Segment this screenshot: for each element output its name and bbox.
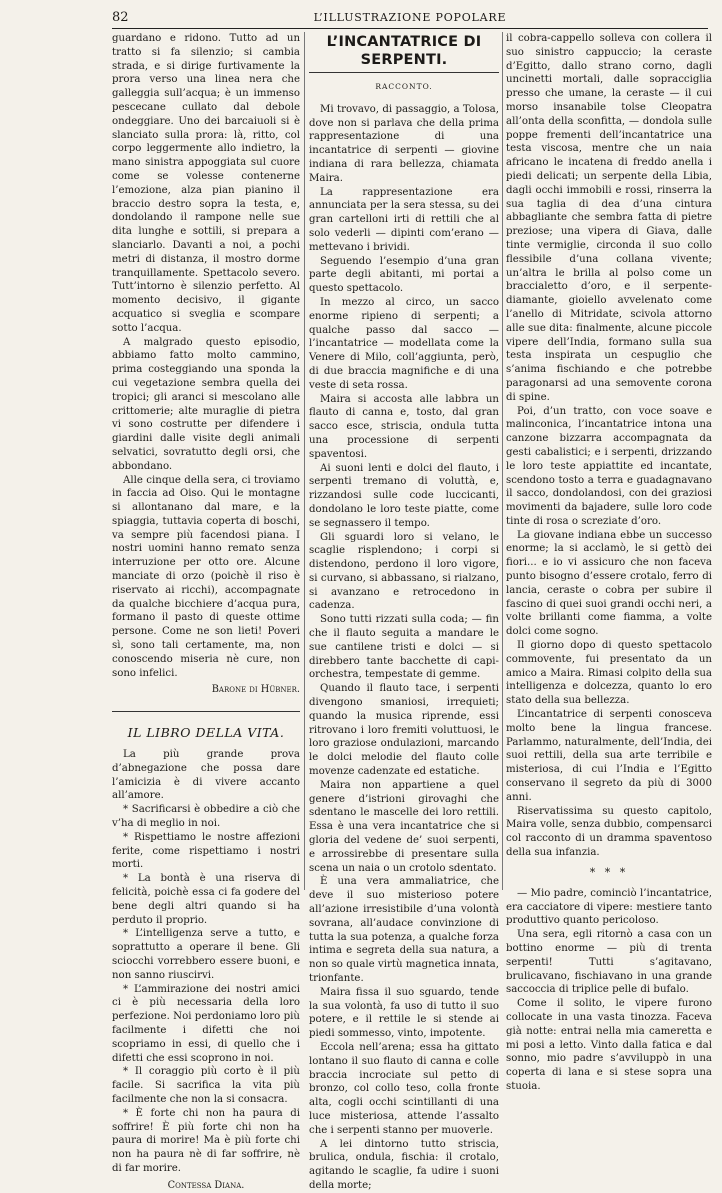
story-paragraph: guardano e ridono. Tutto ad un tratto si fa silenzio; si cambia strada, e si dirige furtivamente la prora verso una linea nera che galleggia sull’acqua; è un immenso pescecane cullato dal debole ondeggiare. Uno dei barcaiuoli si è slanciato sulla prora: là, ritto, col corpo leggermente allo indietro, la mano sinistra appoggiata sul cuore come se volesse contenerne l’emozione, alza pian pianino il braccio destro sopra la testa, e, dondolando il rampone nelle sue dita lunghe e sottili, si prepara a slanciarlo. Davanti a noi, a pochi metri di distanza, il mostro dorme tranquillamente. Spettacolo severo. Tutt’intorno è silenzio perfetto. Al momento decisivo, il gigante acquatico si sveglia e scompare sotto l’acqua.: [112, 33, 300, 334]
maxim: * La bontà è una riserva di felicità, poichè essa ci fa godere del bene degli altri quando si ha perduto il proprio.: [112, 873, 300, 926]
story-paragraph: Seguendo l’esempio d’una gran parte degli abitanti, mi portai a questo spettacolo.: [309, 255, 499, 295]
story-paragraph: A lei dintorno tutto striscia, brulica, ondula, fischia: il crotalo, agitando le scaglie, fa udire i suoni della morte;: [309, 1138, 499, 1191]
maxims-signature: Contessa Diana.: [167, 1179, 245, 1191]
story-paragraph: Quando il flauto tace, i serpenti divengono smaniosi, irrequieti; quando la musica riprende, essi ritrovano i loro fremiti voluttuosi, le loro graziose ondulazioni, marcando le dolci melodie del flauto colle movenze cadenzate ed estatiche.: [309, 683, 499, 778]
story-paragraph: Gli sguardi loro si velano, le scaglie risplendono; i corpi si distendono, perdono il loro vigore, si curvano, si abbassano, si rialzano, si avanzano e retrocedono in cadenza.: [309, 531, 499, 612]
maxim: * È forte chi non ha paura di soffrire! È più forte chi non ha paura di morire! Ma è più forte chi non ha paura nè di far soffrire, nè di far morire.: [112, 1107, 300, 1174]
story-paragraph: Riservatissima su questo capitolo, Maira volle, senza dubbio, compensarci col racconto di un dramma spaventoso della sua infanzia.: [506, 805, 712, 859]
section-title: IL LIBRO DELLA VITA.: [127, 725, 285, 741]
column-left: [112, 32, 300, 1191]
story-paragraph: Maira non appartiene a quel genere d’istrioni girovaghi che sdentano le mascelle dei loro rettili. Essa è una vera incantatrice che si gloria del vedene de’ suoi serpenti, e arrossirebbe di presentare sulla scena un naia o un crotolo sdentato.: [309, 779, 499, 874]
story-paragraph: il cobra-cappello solleva con collera il suo sinistro cappuccio; la ceraste d’Egitto, dallo strano corno, dagli uncinetti mortali, dalle sopracciglia presso che umane, la ceraste — il cui morso insanabile tolse Cleopatra all’onta della sconfitta, — dondola sulle poppe frementi dell’incantatrice una testa viscosa, mentre che un naia africano le incatena di freddo anella i piedi delicati; un serpente della Libia, dagli occhi immobili e rossi, rinserra la sua taglia di dea d’una cintura abbagliante che sembra fatta di pietre preziose; una vipera di Giava, dalle tinte vermiglie, circonda il suo collo flessibile d’una collana vivente; un’altra le brilla al polso come un braccialetto d’oro, e il serpente-diamante, gioiello avvelenato come l’anello di Mitridate, scivola attorno alle sue dita: finalmente, alcune piccole vipere dell’India, formano sulla sua testa inspirata un cespuglio che s’anima fischiando e che potrebbe paragonarsi ad una semovente corona di spine.: [506, 33, 712, 403]
maxim: * Sacrificarsi è obbedire a ciò che v’ha di meglio in noi.: [112, 804, 300, 830]
story-paragraph: A malgrado questo episodio, abbiamo fatto molto cammino, prima costeggiando una sponda la cui vegetazione sembra quella dei tropici; gli aranci si mescolano alle crittomerie; alte muraglie di pietra vi sono costrutte per difendere i giardini dalle visite degli animali selvatici, sovratutto degli orsi, che abbondano.: [112, 336, 300, 472]
maxim: * L’ammirazione dei nostri amici ci è più necessaria della loro perfezione. Noi perdoniamo loro più facilmente i difetti che noi scopriamo in essi, di quello che i difetti che essi scoprono in noi.: [112, 983, 300, 1064]
section-divider: [112, 711, 300, 712]
story-paragraph: Ai suoni lenti e dolci del flauto, i serpenti tremano di voluttà, e, rizzandosi sulle code luccicanti, dondolano le loro teste piatte, come se segnassero il tempo.: [309, 462, 499, 529]
column-rule: [304, 32, 305, 890]
story-paragraph: L’incantatrice di serpenti conosceva molto bene la lingua francese. Parlammo, naturalmente, dell’India, dei suoi rettili, della sua arte terribile e misteriosa, di cui l’India e l’Egitto conservano il segreto da più di 3000 anni.: [506, 709, 712, 803]
story-paragraph: Come il solito, le vipere furono collocate in una vasta tinozza. Faceva già notte: entrai nella mia cameretta e mi posi a letto. Vinto dalla fatica e dal sonno, mio padre s’avviluppò in una coperta di lana e si stese sopra una stuoia.: [506, 998, 712, 1092]
story-paragraph: — Mio padre, cominciò l’incantatrice, era cacciatore di vipere: mestiere tanto produttivo quanto pericoloso.: [506, 887, 712, 927]
story-signature: Barone di Hübner.: [211, 684, 300, 696]
story-paragraph: Sono tutti rizzati sulla coda; — fin che il flauto seguita a mandare le sue cantilene tristi e dolci — si direbbero tante bacchette di capi-orchestra, tempestate di gemme.: [309, 614, 499, 681]
publication-title: L’ILLUSTRAZIONE POPOLARE: [313, 11, 507, 24]
story-paragraph: Una sera, egli ritornò a casa con un bottino enorme — più di trenta serpenti! Tutti s’agitavano, brulicavano, fischiavano in una grande saccoccia di triplice pelle di bufalo.: [506, 929, 712, 996]
story-paragraph: Alle cinque della sera, ci troviamo in faccia ad Oiso. Qui le montagne si allontanano dal mare, e la spiaggia, tuttavia coperta di boschi, va sempre più facendosi piana. I nostri uomini hanno remato senza interruzione per otto ore. Alcune manciate di orzo (poichè il riso è riservato ai ricchi), accompagnate da qualche bicchiere d’acqua pura, formano il pasto di queste ottime persone. Come ne son lieti! Poveri sì, sono tali certamente, ma, non conoscendo miseria nè cure, non sono infelici.: [112, 474, 300, 679]
story-title: L’INCANTATRICE DI SERPENTI.: [326, 34, 482, 68]
story-subtitle: RACCONTO.: [375, 82, 433, 91]
page-header: [112, 8, 708, 29]
story-paragraph: È una vera ammaliatrice, che deve il suo misterioso potere all’azione irresistibile d’una volontà sovrana, all’audace convinzione di tutta la sua potenza, a qualche forza intima e segreta della sua natura, a non so quale virtù magnetica innata, trionfante.: [309, 876, 499, 984]
maxim: La più grande prova d’abnegazione che possa dare l’amicizia è di vivere accanto all’amore.: [112, 749, 300, 802]
title-rule: [309, 72, 499, 73]
story-paragraph: Poi, d’un tratto, con voce soave e malinconica, l’incantatrice intona una canzone bizzarra accompagnata da gesti cabalistici; e i serpenti, drizzando le loro teste appiattite ed incantate, scendono tosto a terra e guadagnavano il sacco, dondolandosi, con dei graziosi movimenti da bajadere, sulle loro code tinte di rosa o screziate d’oro.: [506, 405, 712, 527]
story-paragraph: Maira si accosta alle labbra un flauto di canna e, tosto, dal gran sacco esce, striscia, ondula tutta una processione di serpenti spaventosi.: [309, 393, 499, 460]
column-right: [506, 32, 712, 1092]
maxim: * L’intelligenza serve a tutto, e soprattutto a operare il bene. Gli sciocchi vorrebbero essere buoni, e non sanno riuscirvi.: [112, 928, 300, 981]
story-paragraph: In mezzo al circo, un sacco enorme ripieno di serpenti; a qualche passo dal sacco — l’incantatrice — modellata come la Venere di Milo, coll’aggiunta, però, di due braccia magnifiche e di una veste di seta rossa.: [309, 296, 499, 391]
story-paragraph: La rappresentazione era annunciata per la sera stessa, su dei gran cartelloni irti di rettili che al solo vederli — dipinti com’erano — mettevano i brividi.: [309, 186, 499, 253]
column-middle: [309, 32, 499, 1191]
asterism: * * *: [589, 865, 629, 879]
story-paragraph: Maira fissa il suo sguardo, tende la sua volontà, fa uso di tutto il suo potere, e il rettile le si stende ai piedi sommesso, vinto, impotente.: [309, 986, 499, 1040]
column-rule: [502, 32, 503, 890]
story-paragraph: Eccola nell’arena; essa ha gittato lontano il suo flauto di canna e colle braccia incrociate sul petto di bronzo, col collo teso, colla fronte alta, cogli occhi scintillanti di una luce misteriosa, attende l’assalto che i serpenti stanno per muoverle.: [309, 1041, 499, 1136]
page-number: 82: [112, 10, 129, 25]
maxim: * Rispettiamo le nostre affezioni ferite, come rispettiamo i nostri morti.: [112, 831, 300, 871]
story-paragraph: Mi trovavo, di passaggio, a Tolosa, dove non si parlava che della prima rappresentazione di una incantatrice di serpenti — giovine indiana di rara bellezza, chiamata Maira.: [309, 103, 499, 184]
story-paragraph: La giovane indiana ebbe un successo enorme; la si acclamò, le si gettò dei fiori... e io vi assicuro che non faceva punto bisogno d’essere crotalo, ferro di lancia, ceraste o cobra per subire il fascino di quei suoi grandi occhi neri, a volte brillanti come fiamma, a volte dolci come sogno.: [506, 529, 712, 638]
story-paragraph: Il giorno dopo di questo spettacolo commovente, fui presentato da un amico a Maira. Rimasi colpito della sua intelligenza e dolcezza, quanto lo ero stato della sua bellezza.: [506, 640, 712, 707]
maxim: * Il coraggio più corto è il più facile. Si sacrifica la vita più facilmente che non la si consacra.: [112, 1066, 300, 1105]
